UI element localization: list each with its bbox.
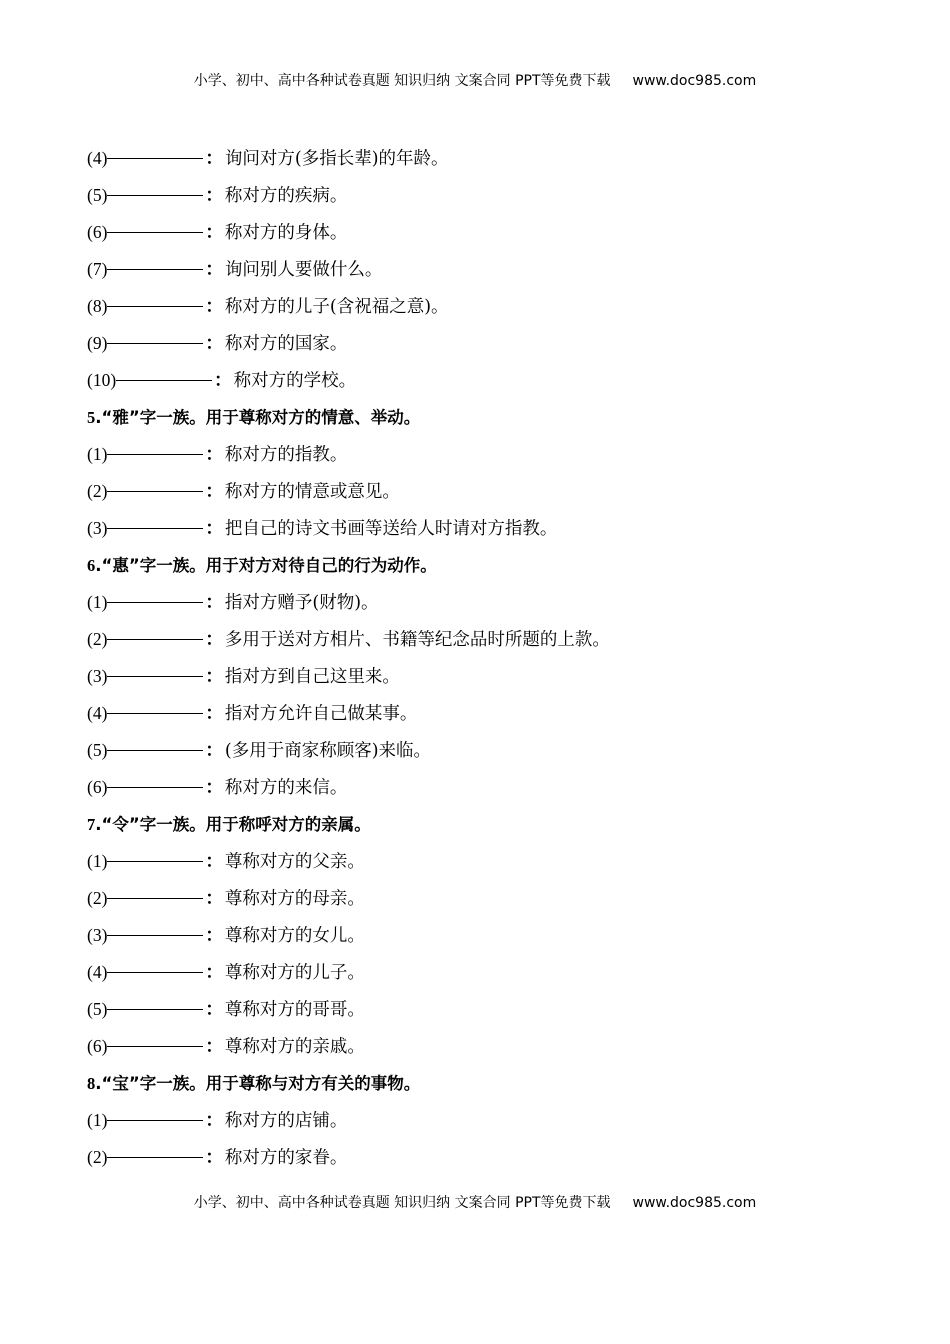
colon: ： [205,963,223,983]
question-item [87,954,887,991]
answer-blank[interactable] [107,231,203,233]
colon: ： [205,926,223,946]
item-number: (6) [87,1036,108,1056]
answer-blank[interactable] [107,490,203,492]
colon: ： [205,297,223,317]
colon: ： [205,149,223,169]
item-definition: 尊称对方的母亲。 [224,889,365,909]
colon: ： [205,667,223,687]
item-definition: 称对方的疾病。 [224,186,348,206]
colon: ： [205,889,223,909]
item-definition: 称对方的家眷。 [224,1148,348,1168]
colon: ： [205,778,223,798]
item-definition: 指对方到自己这里来。 [224,667,400,687]
colon: ： [205,1148,223,1168]
banner-text: 小学、初中、高中各种试卷真题 知识归纳 文案合同 PPT等免费下载 [193,1195,611,1211]
section-title: .“惠”字一族。用于对方对待自己的行为动作。 [95,556,437,575]
answer-blank[interactable] [107,157,203,159]
question-item [87,769,887,806]
answer-blank[interactable] [107,601,203,603]
item-definition: 询问对方(多指长辈)的年龄。 [224,149,449,169]
question-item [87,658,887,695]
colon: ： [205,1111,223,1131]
item-definition: 尊称对方的哥哥。 [224,1000,365,1020]
item-definition: 尊称对方的父亲。 [224,852,365,872]
section-heading [87,1065,887,1102]
item-number: (3) [87,925,108,945]
section-heading [87,547,887,584]
item-definition: 询问别人要做什么。 [224,260,383,280]
section-number: 5 [87,408,96,427]
colon: ： [214,371,232,391]
question-item [87,510,887,547]
item-number: (8) [87,296,108,316]
colon: ： [205,704,223,724]
item-number: (4) [87,962,108,982]
answer-blank[interactable] [107,194,203,196]
colon: ： [205,1000,223,1020]
item-number: (5) [87,999,108,1019]
item-definition: 尊称对方的亲戚。 [224,1037,365,1057]
section-heading [87,399,887,436]
colon: ： [205,1037,223,1057]
item-number: (1) [87,1110,108,1130]
colon: ： [205,334,223,354]
answer-blank[interactable] [107,527,203,529]
question-item [87,140,887,177]
answer-blank[interactable] [116,379,212,381]
item-definition: (多用于商家称顾客)来临。 [224,741,432,761]
answer-blank[interactable] [107,1045,203,1047]
document-body [87,140,887,1176]
answer-blank[interactable] [107,675,203,677]
item-definition: 称对方的指教。 [224,445,348,465]
item-number: (4) [87,703,108,723]
item-definition: 称对方的儿子(含祝福之意)。 [224,297,449,317]
question-item [87,1102,887,1139]
answer-blank[interactable] [107,638,203,640]
colon: ： [205,630,223,650]
answer-blank[interactable] [107,934,203,936]
item-number: (7) [87,259,108,279]
answer-blank[interactable] [107,1156,203,1158]
item-definition: 称对方的学校。 [233,371,357,391]
colon: ： [205,519,223,539]
item-number: (10) [87,370,117,390]
colon: ： [205,445,223,465]
answer-blank[interactable] [107,305,203,307]
answer-blank[interactable] [107,971,203,973]
answer-blank[interactable] [107,268,203,270]
question-item [87,325,887,362]
answer-blank[interactable] [107,786,203,788]
question-item [87,177,887,214]
colon: ： [205,593,223,613]
section-number: 8 [87,1074,96,1093]
section-title: .“令”字一族。用于称呼对方的亲属。 [95,815,371,834]
question-item [87,436,887,473]
item-number: (3) [87,666,108,686]
question-item [87,1139,887,1176]
item-definition: 称对方的店铺。 [224,1111,348,1131]
question-item [87,621,887,658]
question-item [87,843,887,880]
banner-url-link[interactable]: www.doc985.com [632,1195,757,1211]
section-title: .“雅”字一族。用于尊称对方的情意、举动。 [95,408,421,427]
colon: ： [205,223,223,243]
item-number: (3) [87,518,108,538]
question-item [87,214,887,251]
item-number: (2) [87,481,108,501]
colon: ： [205,186,223,206]
header-banner [0,70,950,90]
item-definition: 尊称对方的儿子。 [224,963,365,983]
item-number: (2) [87,1147,108,1167]
question-item [87,473,887,510]
answer-blank[interactable] [107,453,203,455]
question-item [87,991,887,1028]
section-number: 6 [87,556,96,575]
item-number: (4) [87,148,108,168]
question-item [87,251,887,288]
answer-blank[interactable] [107,342,203,344]
footer-banner [0,1192,950,1212]
item-definition: 称对方的身体。 [224,223,348,243]
item-number: (6) [87,222,108,242]
item-number: (1) [87,592,108,612]
question-item [87,362,887,399]
answer-blank[interactable] [107,749,203,751]
answer-blank[interactable] [107,1008,203,1010]
section-heading [87,806,887,843]
answer-blank[interactable] [107,712,203,714]
item-definition: 称对方的国家。 [224,334,348,354]
item-number: (2) [87,629,108,649]
item-number: (1) [87,851,108,871]
item-number: (5) [87,740,108,760]
item-number: (9) [87,333,108,353]
colon: ： [205,741,223,761]
question-item [87,732,887,769]
item-definition: 多用于送对方相片、书籍等纪念品时所题的上款。 [224,630,610,650]
banner-text: 小学、初中、高中各种试卷真题 知识归纳 文案合同 PPT等免费下载 [193,73,611,89]
item-definition: 尊称对方的女儿。 [224,926,365,946]
colon: ： [205,482,223,502]
question-item [87,1028,887,1065]
item-definition: 称对方的情意或意见。 [224,482,400,502]
question-item [87,917,887,954]
answer-blank[interactable] [107,860,203,862]
question-item [87,584,887,621]
section-title: .“宝”字一族。用于尊称与对方有关的事物。 [95,1074,421,1093]
answer-blank[interactable] [107,897,203,899]
colon: ： [205,852,223,872]
item-number: (1) [87,444,108,464]
item-number: (2) [87,888,108,908]
item-definition: 把自己的诗文书画等送给人时请对方指教。 [224,519,558,539]
section-number: 7 [87,815,96,834]
question-item [87,880,887,917]
item-number: (5) [87,185,108,205]
question-item [87,695,887,732]
item-number: (6) [87,777,108,797]
item-definition: 称对方的来信。 [224,778,348,798]
colon: ： [205,260,223,280]
banner-url-link[interactable]: www.doc985.com [632,73,757,89]
question-item [87,288,887,325]
item-definition: 指对方赠予(财物)。 [224,593,379,613]
item-definition: 指对方允许自己做某事。 [224,704,418,724]
answer-blank[interactable] [107,1119,203,1121]
